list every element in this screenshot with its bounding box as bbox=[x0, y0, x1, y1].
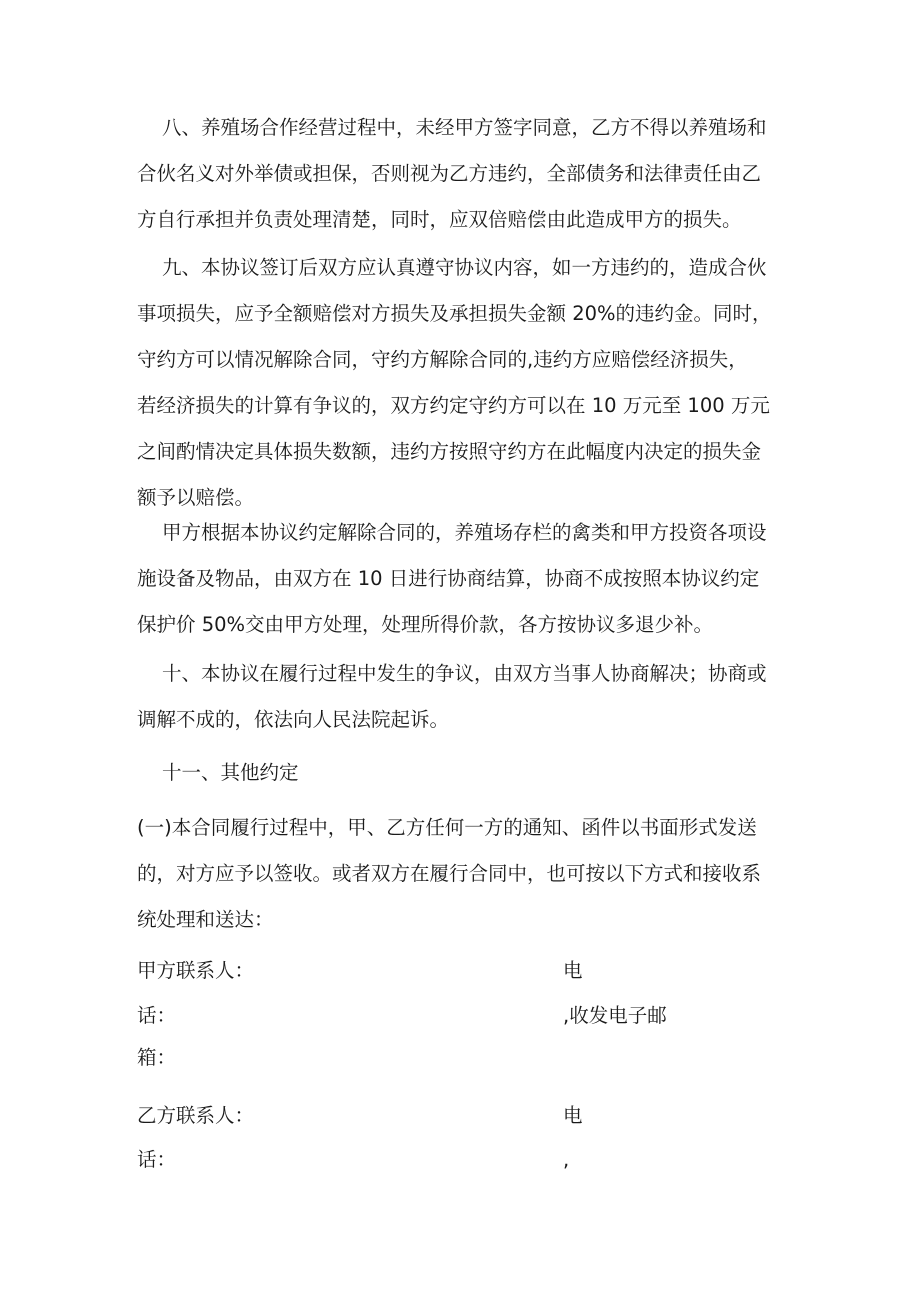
text-line: 之间酌情决定具体损失数额，违约方按照守约方在此幅度内决定的损失金 bbox=[137, 440, 762, 463]
text-line: 施设备及物品，由双方在 10 日进行协商结算，协商不成按照本协议约定 bbox=[137, 567, 760, 590]
text-line: 统处理和送达： bbox=[137, 908, 274, 931]
clause-11-heading bbox=[137, 750, 797, 796]
party-b-contact-label: 乙方联系人： bbox=[137, 1104, 255, 1127]
text-line: 八、养殖场合作经营过程中，未经甲方签字同意，乙方不得以养殖场和 bbox=[162, 116, 767, 139]
clause-11-1-paragraph bbox=[137, 805, 797, 943]
party-a-email-label-start: ,收发电子邮 bbox=[563, 1004, 667, 1027]
party-a-email-label: 箱： bbox=[137, 1046, 177, 1069]
text-line: 若经济损失的计算有争议的，双方约定守约方可以在 10 万元至 100 万元 bbox=[137, 394, 770, 417]
clause-9-paragraph bbox=[137, 245, 797, 521]
clause-8-paragraph bbox=[137, 105, 797, 243]
text-line: 的，对方应予以签收。或者双方在履行合同中，也可按以下方式和接收系 bbox=[137, 862, 762, 885]
clause-10-paragraph bbox=[137, 651, 797, 743]
party-b-comma: , bbox=[563, 1148, 570, 1171]
text-line: 合伙名义对外举债或担保，否则视为乙方违约，全部债务和法律责任由乙 bbox=[137, 162, 762, 185]
section-heading: 十一、其他约定 bbox=[162, 761, 299, 784]
party-b-tel-label: 话： bbox=[137, 1148, 177, 1171]
text-line: 方自行承担并负责处理清楚，同时，应双倍赔偿由此造成甲方的损失。 bbox=[137, 208, 742, 231]
text-line: (一)本合同履行过程中，甲、乙方任何一方的通知、函件以书面形式发送 bbox=[137, 816, 757, 839]
text-line: 保护价 50%交由甲方处理，处理所得价款，各方按协议多退少补。 bbox=[137, 613, 714, 636]
party-a-tel-label: 话： bbox=[137, 1004, 177, 1027]
text-line: 守约方可以情况解除合同，守约方解除合同的,违约方应赔偿经济损失， bbox=[137, 348, 748, 371]
party-a-tel-label-start: 电 bbox=[563, 959, 583, 982]
text-line: 调解不成的，依法向人民法院起诉。 bbox=[137, 708, 450, 731]
text-line: 甲方根据本协议约定解除合同的，养殖场存栏的禽类和甲方投资各项设 bbox=[162, 521, 767, 544]
text-line: 额予以赔偿。 bbox=[137, 486, 255, 509]
party-b-tel-label-start: 电 bbox=[563, 1104, 583, 1127]
text-line: 十、本协议在履行过程中发生的争议，由双方当事人协商解决；协商或 bbox=[162, 662, 767, 685]
clause-9-termination-paragraph bbox=[137, 510, 797, 648]
party-a-contact-label: 甲方联系人： bbox=[137, 959, 255, 982]
text-line: 九、本协议签订后双方应认真遵守协议内容，如一方违约的，造成合伙 bbox=[162, 256, 767, 279]
text-line: 事项损失，应予全额赔偿对方损失及承担损失金额 20%的违约金。同时， bbox=[137, 302, 772, 325]
